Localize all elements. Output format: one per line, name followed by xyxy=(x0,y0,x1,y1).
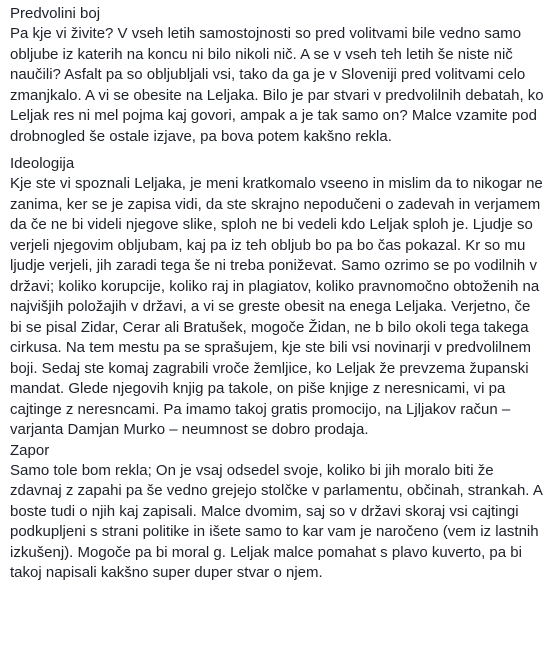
section-body: Pa kje vi živite? V vseh letih samostojnosti so pred volitvami bile vedno samo obljube iz katerih na koncu ni bilo nikoli nič. A se v vseh teh letih še niste nič naučili? Asfalt pa so obljubljali vsi, tako da ga je v Sloveniji pred volitvami celo zmanjkalo. A vi se obesite na Leljaka. Bilo je par stvari v predvolilnih debatah, ko Leljak res ni mel pojma kaj govori, ampak a je tak samo on? Malce vzamite pod drobnogled še ostale izjave, pa bova potem kakšno rekla. xyxy=(10,25,544,145)
section-predvolilni-boj xyxy=(10,4,544,147)
section-body: Samo tole bom rekla; On je vsaj odsedel svoje, koliko bi jih moralo biti že zdavnaj z zapahi pa še vedno grejejo stolčke v parlamentu, občinah, strankah. A boste tudi o njih kaj zapisali. Malce dvomim, saj so v državi skoraj vsi cajtingi podkupljeni s strani politike in išete samo to kar vam je naročeno (vem iz lastnih izkušenj). Mogoče pa bi moral g. Leljak malce pomahat s plavo kuverto, pa bi takoj napisali kakšno super duper stvar o njem. xyxy=(10,461,542,581)
section-heading: Ideologija xyxy=(10,155,75,172)
section-spacer xyxy=(10,147,544,154)
comment-post xyxy=(10,0,544,584)
section-heading: Zapor xyxy=(10,441,50,459)
section-ideologija xyxy=(10,154,544,441)
section-zapor xyxy=(10,441,544,584)
section-heading: Predvolini boj xyxy=(10,5,101,22)
section-body: Kje ste vi spoznali Leljaka, je meni kratkomalo vseeno in mislim da to nikogar ne zanima, ker se je zapisa vidi, da ste skrajno nepodučeni o zadevah in verjamem da če ne bi videli njegove slike, sploh ne bi vedeli kdo Leljak sploh je. Ljudje so verjeli njegovim obljubam, kaj pa iz teh obljub bo pa bo čas pokazal. Kr so mu ljudje verjeli, jih zaradi tega še ni treba poniževat. Samo ozrimo se po vodilnih v državi; koliko korupcije, koliko raj in plagiatov, koliko pravnomočno obtoženih na najvišjih položajih v državi, a vi se greste obesit na enega Leljaka. Verjetno, če bi se pisal Zidar, Cerar ali Bratušek, mogoče Židan, ne b bilo okoli tega takega cirkusa. Na tem mestu pa se sprašujem, kje ste bili vsi novinarji v predvolilnem boji. Sedaj ste komaj zagrabili vroče žemljice, ko Leljak že prevzema županski mandat. Glede njegovih knjig pa takole, on piše knjige z neresnicami, vi pa cajtinge z neresncami. Pa imamo takoj gratis promocijo, na Ljljakov račun – varjanta Damjan Murko – neumnost se dobro prodaja. xyxy=(10,175,543,438)
